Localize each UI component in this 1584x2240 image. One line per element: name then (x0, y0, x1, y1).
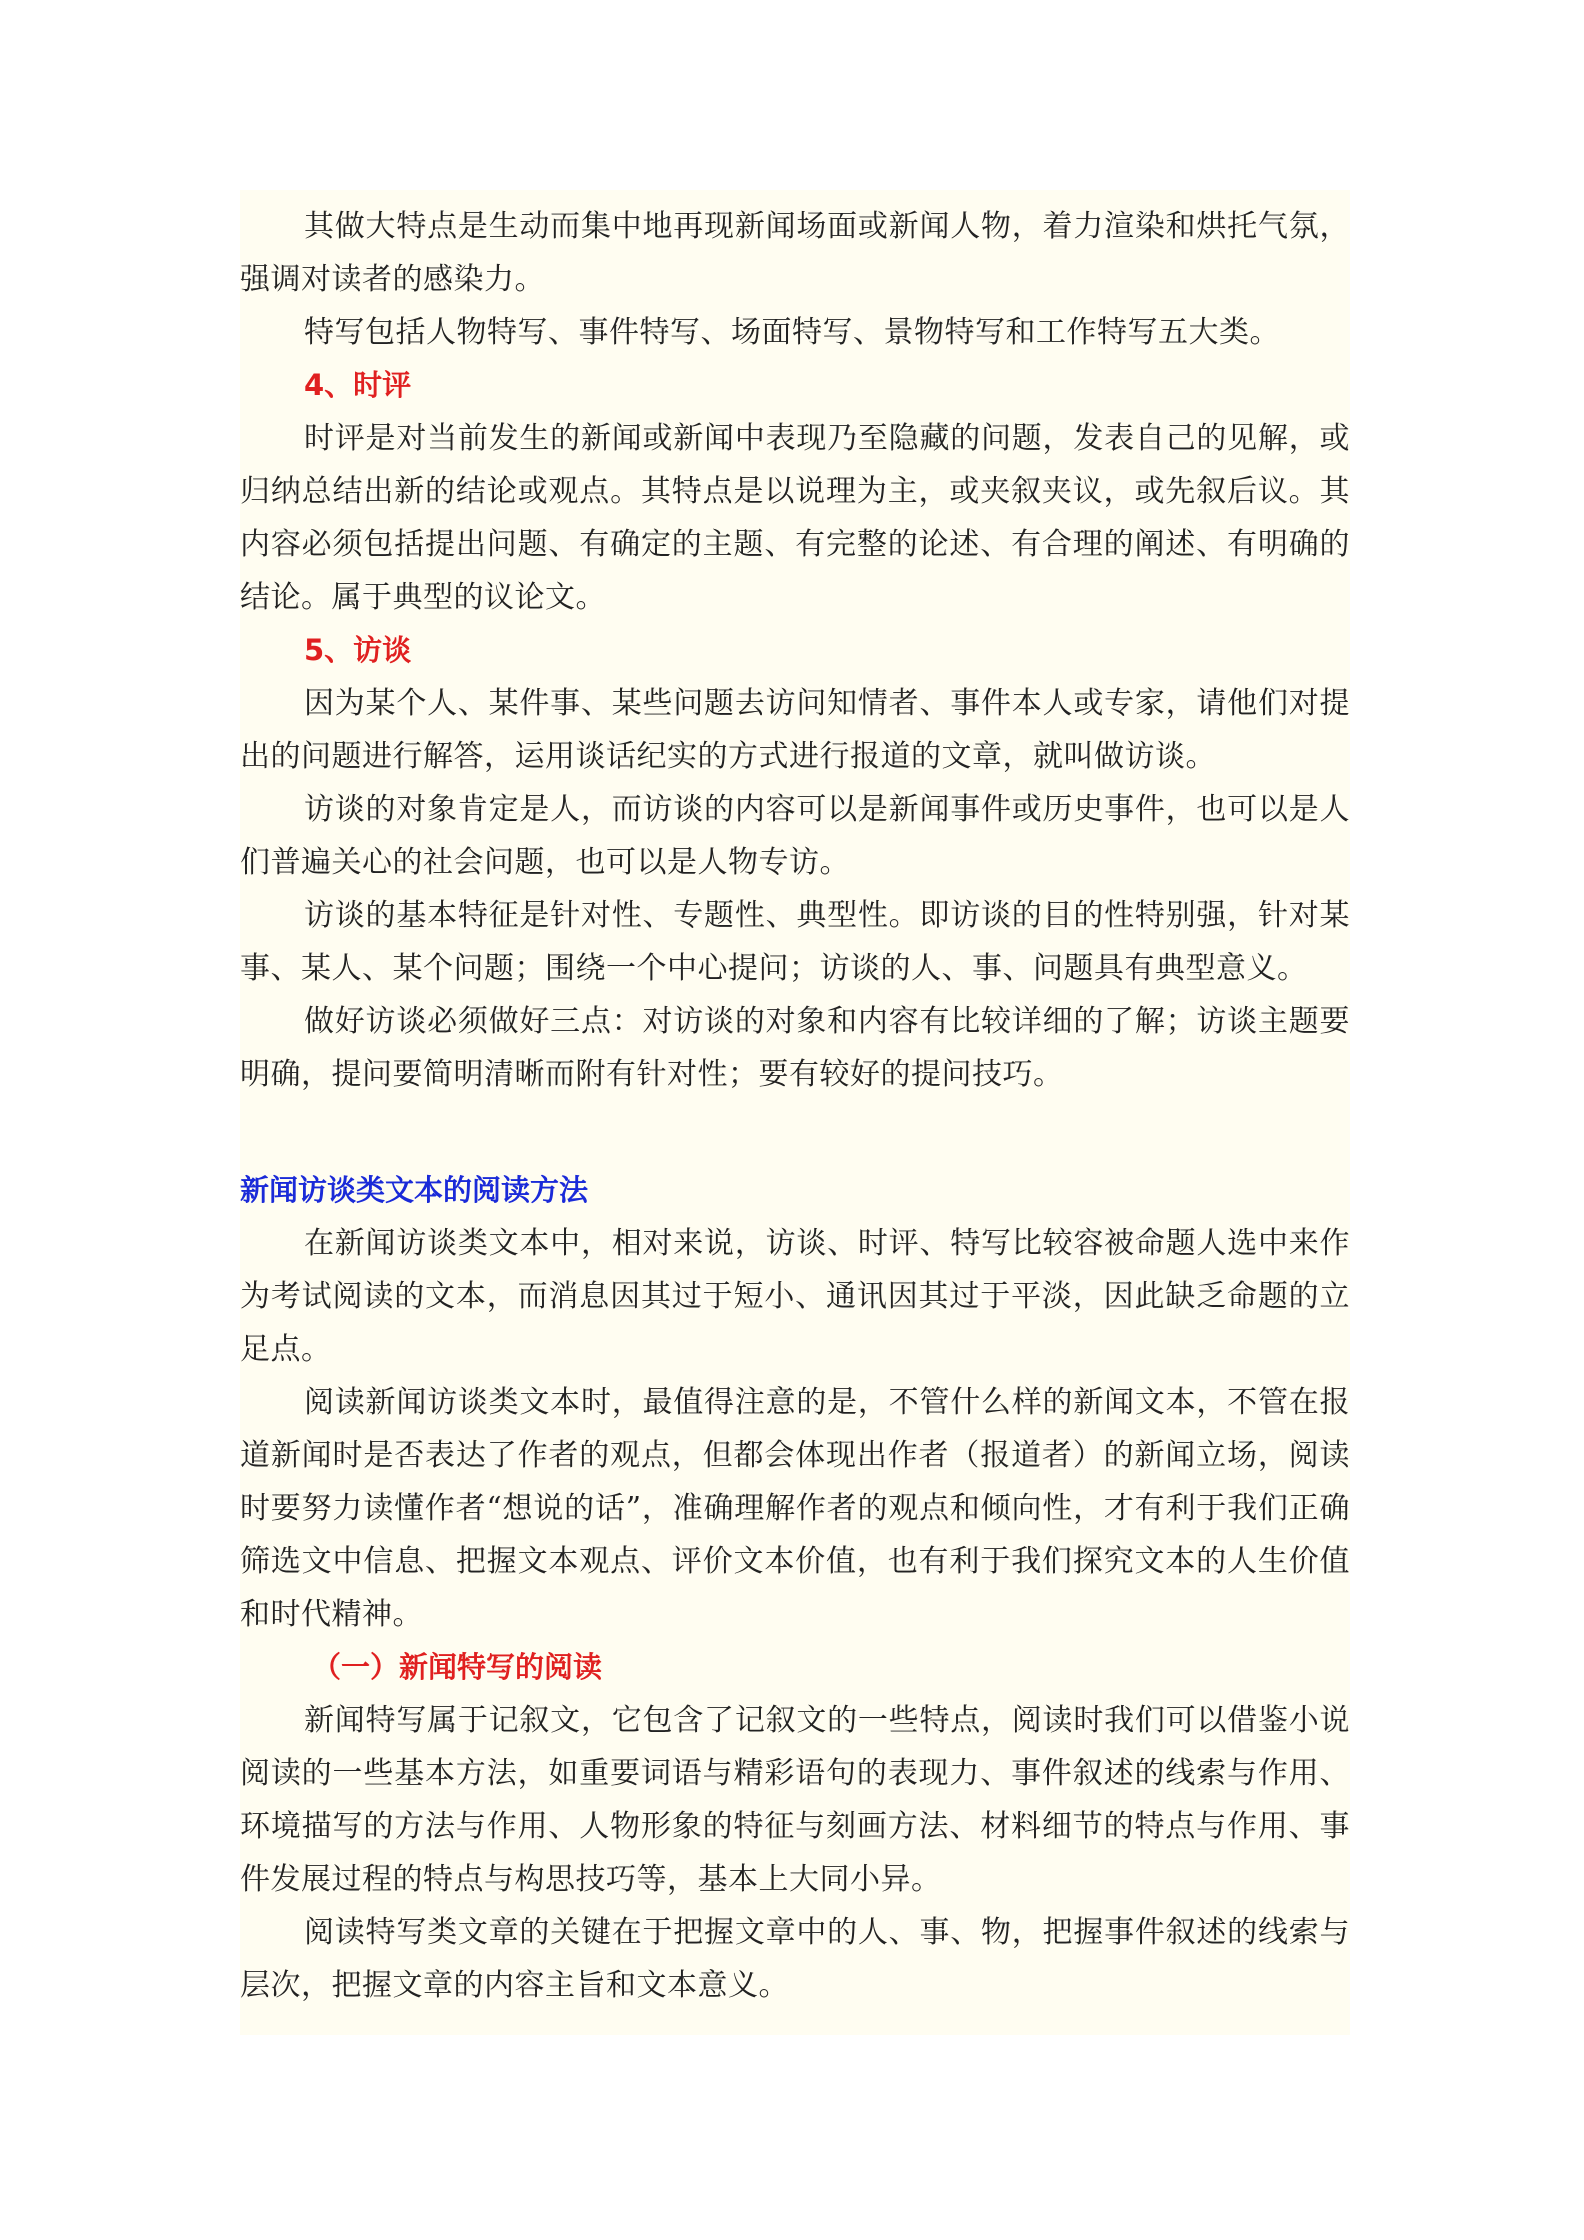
paragraph: 特写包括人物特写、事件特写、场面特写、景物特写和工作特写五大类。 (304, 315, 1280, 350)
section-heading: 新闻访谈类文本的阅读方法 (240, 1173, 589, 1207)
paragraph: 其做大特点是生动而集中地再现新闻场面或新闻人物，着力渲染和烘托气氛，强调对读者的感染力。 (240, 209, 1350, 297)
paragraph: 因为某个人、某件事、某些问题去访问知情者、事件本人或专家，请他们对提出的问题进行解答，运用谈话纪实的方式进行报道的文章，就叫做访谈。 (240, 686, 1350, 774)
paragraph: 时评是对当前发生的新闻或新闻中表现乃至隐藏的问题，发表自己的见解，或归纳总结出新的结论或观点。其特点是以说理为主，或夹叙夹议，或先叙后议。其内容必须包括提出问题、有确定的主题、有完整的论述、有合理的阐述、有明确的结论。属于典型的议论文。 (240, 421, 1350, 615)
paragraph: 新闻特写属于记叙文，它包含了记叙文的一些特点，阅读时我们可以借鉴小说阅读的一些基本方法，如重要词语与精彩语句的表现力、事件叙述的线索与作用、环境描写的方法与作用、人物形象的特征与刻画方法、材料细节的特点与作用、事件发展过程的特点与构思技巧等，基本上大同小异。 (240, 1703, 1350, 1897)
heading-commentary: 4、时评 (304, 368, 412, 402)
paragraph: 阅读特写类文章的关键在于把握文章中的人、事、物，把握事件叙述的线索与层次，把握文章的内容主旨和文本意义。 (240, 1915, 1350, 2003)
paragraph: 访谈的基本特征是针对性、专题性、典型性。即访谈的目的性特别强，针对某事、某人、某个问题；围绕一个中心提问；访谈的人、事、问题具有典型意义。 (240, 898, 1350, 986)
paragraph: 阅读新闻访谈类文本时，最值得注意的是，不管什么样的新闻文本，不管在报道新闻时是否表达了作者的观点，但都会体现出作者（报道者）的新闻立场，阅读时要努力读懂作者“想说的话”，准确理解作者的观点和倾向性，才有利于我们正确筛选文中信息、把握文本观点、评价文本价值，也有利于我们探究文本的人生价值和时代精神。 (240, 1385, 1350, 1632)
heading-interview: 5、访谈 (304, 633, 412, 667)
reading-methods-section (240, 1164, 1350, 2012)
paragraph: 在新闻访谈类文本中，相对来说，访谈、时评、特写比较容被命题人选中来作为考试阅读的文本，而消息因其过于短小、通讯因其过于平淡，因此缺乏命题的立足点。 (240, 1226, 1350, 1367)
feature-writing-continuation (240, 200, 1350, 1101)
paragraph: 做好访谈必须做好三点：对访谈的对象和内容有比较详细的了解；访谈主题要明确，提问要简明清晰而附有针对性；要有较好的提问技巧。 (240, 1004, 1350, 1092)
heading-feature-reading: （一）新闻特写的阅读 (312, 1650, 603, 1684)
paragraph: 访谈的对象肯定是人，而访谈的内容可以是新闻事件或历史事件，也可以是人们普遍关心的社会问题，也可以是人物专访。 (240, 792, 1350, 880)
